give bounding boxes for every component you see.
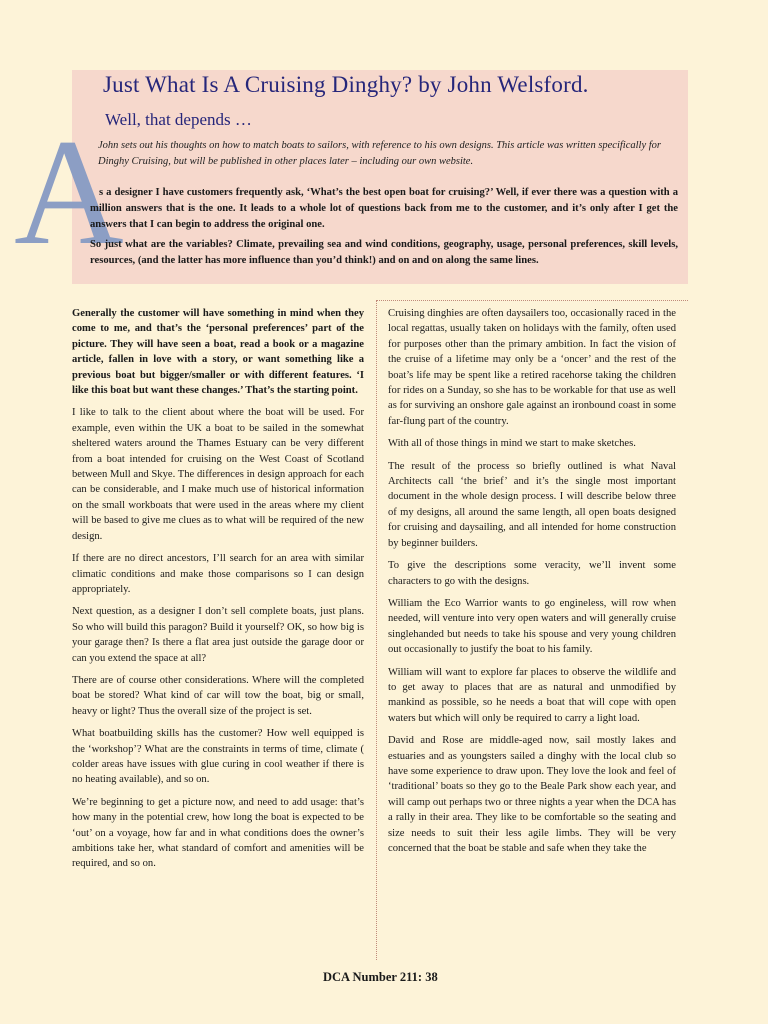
- body-paragraph: We’re beginning to get a picture now, and need to add usage: that’s how many in the potential crew, how long the boat is expected to be ‘out’ on a voyage, how far and in what conditions does the owner’s ambitions take her, what standard of comfort and amenities will be required, and so on.: [72, 796, 364, 870]
- body-paragraph: With all of those things in mind we start to make sketches.: [388, 438, 636, 450]
- body-paragraph: The result of the process so briefly outlined is what Naval Architects call ‘the brief’ and it’s the single most important document in the whole design process. I will describe below three of my designs, all around the same length, all open boats designed for cruising and daysailing, and all intended for home construction by beginner builders.: [388, 460, 676, 549]
- article-title: Just What Is A Cruising Dinghy? by John Welsford.: [103, 72, 589, 97]
- top-divider: [376, 300, 688, 301]
- lead-paragraph: So just what are the variables? Climate, prevailing sea and wind conditions, geography, usage, personal preferences, skill levels, resources, (and the latter has more influence than you’d think!) and on and on along the same lines.: [90, 239, 678, 266]
- left-column: [72, 306, 364, 879]
- body-paragraph: Next question, as a designer I don’t sell complete boats, just plans. So who will build this paragon? Build it yourself? OK, so how big is your garage then? Is there a flat area just outside the garage door or can you extend the space at all?: [72, 606, 364, 664]
- body-paragraph: Cruising dinghies are often daysailers too, occasionally raced in the local regattas, usually taken on holidays with the family, often used for purposes other than the primary ambition. In fact the vision of the cruise of a lifetime may only be a ‘oncer’ and the rest of the boat’s life may be spent like a retired racehorse taking the children for rides on a Sunday, so she has to be workable for that use as well as for surviving an onshore gale against an ironbound coast in some far-flung part of the country.: [388, 308, 676, 427]
- right-column: [388, 306, 676, 863]
- column-divider: [376, 300, 377, 960]
- lead-section: [90, 185, 678, 273]
- body-paragraph: Generally the customer will have something in mind when they come to me, and that’s the ‘personal preferences’ part of the picture. They will have seen a boat, read a book or a magazine article, fallen in love with a story, or want something like a previous boat but bigger/smaller or with different features. ‘I like this boat but want these changes.’ That’s the starting point.: [72, 308, 364, 397]
- body-paragraph: William the Eco Warrior wants to go engineless, will row when needed, will venture into very open waters and will generally cruise singlehanded but needs to take his spouse and very young children out occasionally to justify the boat to his family.: [388, 597, 676, 656]
- body-paragraph: I like to talk to the client about where the boat will be used. For example, even within the UK a boat to be sailed in the somewhat sheltered waters around the Thames Estuary can be very different from a boat intended for cruising on the West Coast of Scotland between Mull and Skye. The differences in design approach for each can be considerable, and I make much use of historical information on the small workboats that were used in the areas where my client will be based to give me clues as to what will be required of the new design.: [72, 407, 364, 542]
- intro-blurb: John sets out his thoughts on how to match boats to sailors, with reference to his own designs. This article was written specifically for Dinghy Cruising, but will be published in other places later – including our own website.: [98, 140, 662, 167]
- lead-paragraph: s a designer I have customers frequently ask, ‘What’s the best open boat for cruising?’ Well, if ever there was a question with a million answers that is the one. It leads to a whole lot of questions back from me to the customer, and it’s only after I get the answers that I can begin to address the original one.: [90, 187, 678, 230]
- body-paragraph: William will want to explore far places to observe the wildlife and to get away to places that are as natural and unmodified by mankind as possible, so he needs a boat that will cope with open waters but which will only be required to carry a light load.: [388, 666, 676, 724]
- body-paragraph: To give the descriptions some veracity, we’ll invent some characters to go with the designs.: [388, 560, 676, 587]
- body-paragraph: There are of course other considerations. Where will the completed boat be stored? What kind of car will tow the boat, big or small, heavy or light? Thus the overall size of the project is set.: [72, 674, 364, 717]
- page-footer: DCA Number 211: 38: [323, 970, 438, 984]
- article-subtitle: Well, that depends …: [105, 110, 252, 129]
- body-paragraph: David and Rose are middle-aged now, sail mostly lakes and estuaries and as youngsters sailed a dinghy with the local club so have some experience to draw upon. They love the look and feel of ‘traditional’ boats so they go to the Beale Park show each year, and will camp out perhaps two or three nights a year when the DCA has a rally in their area. They like to be comfortable so the seating and size needs to suit their less agile limbs. They will be very concerned that the boat be stable and safe when they take the: [388, 735, 676, 854]
- drop-cap: A: [14, 108, 124, 276]
- body-paragraph: What boatbuilding skills has the customer? How well equipped is the ‘workshop’? What are the constraints in terms of time, climate ( colder areas have issues with glue curing in cool weather if there is no heating available), and so on.: [72, 728, 364, 786]
- body-paragraph: If there are no direct ancestors, I’ll search for an area with similar climatic conditions and make those comparisons so I can design appropriately.: [72, 553, 364, 595]
